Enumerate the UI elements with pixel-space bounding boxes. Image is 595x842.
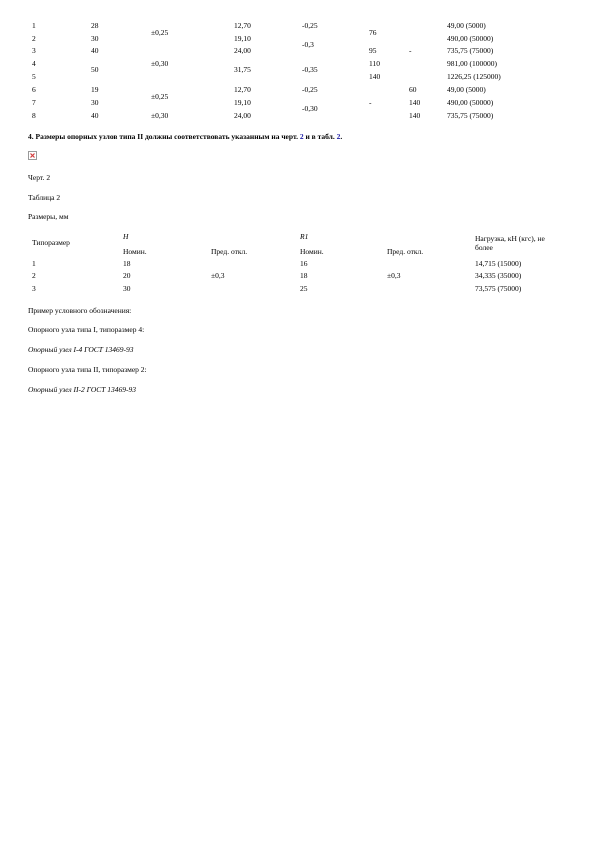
table1-row5-no: 5: [32, 72, 36, 81]
example-1-value: Опорный узел I-4 ГОСТ 13469-93: [28, 345, 134, 354]
table2-row3-load: 73,575 (75000): [475, 284, 522, 293]
table1-row7-n: 140: [409, 98, 421, 107]
table1-row4-no: 4: [32, 59, 36, 68]
example-title: Пример условного обозначения:: [28, 306, 132, 315]
table2-header-r1: R1: [300, 232, 309, 241]
table2-row2-r-nom: 18: [300, 271, 308, 280]
table2-header-type: Типоразмер: [32, 238, 70, 247]
table1-row8-d: 40: [91, 111, 99, 120]
table1-row1-load: 49,00 (5000): [447, 21, 486, 30]
units-caption: Размеры, мм: [28, 212, 69, 221]
table1-row8-tol: ±0,30: [151, 111, 169, 120]
table1-row6-no: 6: [32, 85, 36, 94]
table1-row1-l: 12,70: [234, 21, 251, 30]
table2-header-r1-tolerance: Пред. откл.: [387, 247, 424, 256]
table2-row2-h-nom: 20: [123, 271, 131, 280]
table2-row1-h-nom: 18: [123, 259, 131, 268]
table1-row3-h: 95: [369, 46, 377, 55]
table1-row3-l: 24,00: [234, 46, 251, 55]
table1-rows1-2-tol: ±0,25: [151, 28, 169, 37]
table1-row7-d: 30: [91, 98, 99, 107]
table1-row3-load: 735,75 (75000): [447, 46, 494, 55]
table2-row2-r-tol: ±0,3: [387, 271, 401, 280]
table2-row2-type: 2: [32, 271, 36, 280]
link-chart-2[interactable]: 2: [299, 132, 304, 141]
table1-rows6-8-dash: -: [369, 98, 372, 107]
table2-row3-type: 3: [32, 284, 36, 293]
table1-row5-load: 1226,25 (125000): [447, 72, 501, 81]
table1-row2-no: 2: [32, 34, 36, 43]
table2-header-h: H: [123, 232, 129, 241]
table1-row1-d: 28: [91, 21, 99, 30]
table1-rows6-7-tol: ±0,25: [151, 92, 169, 101]
table1-row1-ltol: -0,25: [302, 21, 318, 30]
table2-header-load-line2: более: [475, 243, 493, 252]
example-2-value: Опорный узел II-2 ГОСТ 13469-93: [28, 385, 137, 394]
table1-row7-load: 490,00 (50000): [447, 98, 494, 107]
table1-row2-l: 19,10: [234, 34, 251, 43]
table2-row2-load: 34,335 (35000): [475, 271, 522, 280]
table2-row2-h-tol: ±0,3: [211, 271, 225, 280]
table1-row3-no: 3: [32, 46, 36, 55]
table2-row3-h-nom: 30: [123, 284, 131, 293]
table1-rows1-2-h: 76: [369, 28, 377, 37]
paragraph-4-middle: и в табл.: [303, 132, 337, 141]
table1-row6-load: 49,00 (5000): [447, 85, 486, 94]
table1-rows4-5-l: 31,75: [234, 65, 251, 74]
table2-header-load-line1: Нагрузка, кН (кгс), не: [475, 234, 545, 243]
table2-header-h-tolerance: Пред. откл.: [211, 247, 248, 256]
table2-row1-load: 14,715 (15000): [475, 259, 522, 268]
table2-header-r1-nominal: Номин.: [300, 247, 324, 256]
table1-rows7-8-ltol: -0,30: [302, 104, 318, 113]
table2-header-h-nominal: Номин.: [123, 247, 147, 256]
table2-row1-type: 1: [32, 259, 36, 268]
table1-row2-d: 30: [91, 34, 99, 43]
table1-row5-h: 140: [369, 72, 381, 81]
table1-row1-no: 1: [32, 21, 36, 30]
table1-row4-load: 981,00 (100000): [447, 59, 497, 68]
table1-rows4-5-ltol: -0,35: [302, 65, 318, 74]
table1-row8-no: 8: [32, 111, 36, 120]
table1-row4-h: 110: [369, 59, 380, 68]
table1-row7-l: 19,10: [234, 98, 251, 107]
paragraph-4: [28, 133, 342, 141]
table1-rows4-5-d: 50: [91, 65, 99, 74]
table1-rows3-5-tol: ±0,30: [151, 59, 169, 68]
table1-row2-load: 490,00 (50000): [447, 34, 494, 43]
broken-image-icon: [28, 151, 37, 160]
table2-row1-r-nom: 16: [300, 259, 308, 268]
table1-row8-l: 24,00: [234, 111, 251, 120]
table-caption: Таблица 2: [28, 193, 61, 202]
example-2-label: Опорного узла типа II, типоразмер 2:: [28, 365, 147, 374]
table1-rows2-3-ltol: -0,3: [302, 40, 314, 49]
link-table-2[interactable]: 2: [336, 132, 341, 141]
table1-row6-l: 12,70: [234, 85, 251, 94]
paragraph-4-suffix: .: [340, 132, 343, 141]
table2-row3-r-nom: 25: [300, 284, 308, 293]
table1-row6-n: 60: [409, 85, 417, 94]
table1-row8-load: 735,75 (75000): [447, 111, 494, 120]
table1-rows1-5-dash: -: [409, 46, 412, 55]
table1-row7-no: 7: [32, 98, 36, 107]
example-1-label: Опорного узла типа I, типоразмер 4:: [28, 325, 145, 334]
paragraph-4-prefix: 4. Размеры опорных узлов типа II должны соответствовать указанным на черт.: [28, 132, 300, 141]
table1-row8-n: 140: [409, 111, 421, 120]
table1-row3-d: 40: [91, 46, 99, 55]
table1-row6-ltol: -0,25: [302, 85, 318, 94]
table1-row6-d: 19: [91, 85, 99, 94]
chart-caption: Черт. 2: [28, 173, 51, 182]
